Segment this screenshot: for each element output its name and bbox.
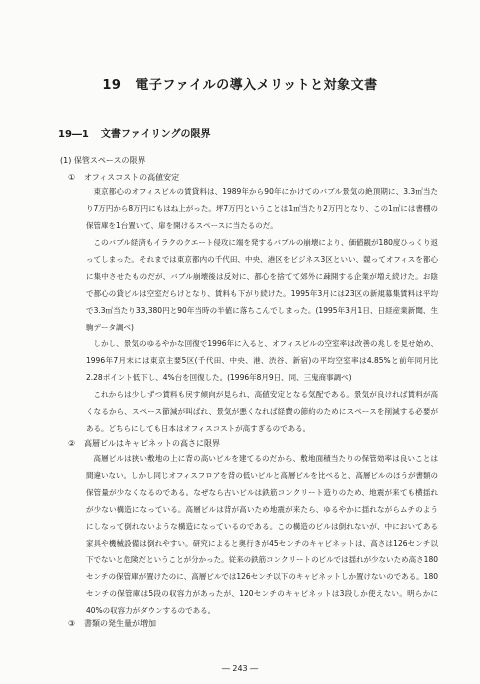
item-1-title: オフィスコストの高値安定: [84, 173, 180, 182]
item-3-title: 書類の発生量が増加: [84, 619, 156, 628]
item-2-mark: ②: [68, 439, 76, 448]
paragraph: このバブル経済もイラクのクエート侵攻に端を発するバブルの崩壊により、価値観が180度ひっくり返ってしまった。それまでは東京都内の千代田、中央、港区をビジネス3区といい、競ってオフィスを都心に集中させたものだが、バブル崩壊後は反対に、都心を捨てて郊外に疎開する企業が増え続けた。お陰で都心の貸ビルは空室だらけとなり、賃料も下がり続けた。1995年3月には23区の新規募集賃料は平均で3.3㎡当たり33,380円と90年当時の半値に落ちこんでしまった。(1995年3月1日、日経産業新聞、生駒データ調べ): [86, 238, 438, 332]
paragraph: 東京都心のオフィスビルの賃貸料は、1989年から90年にかけてのバブル景気の絶頂期に、3.3㎡当たり7万円から8万円にもはね上がった。坪7万円ということは1㎡当たり2万円となり、この1㎡には書棚の保管庫を1台置いて、扉を開けるスペースに当たるのだ。: [86, 187, 438, 230]
item-2-heading: [68, 438, 220, 449]
section-number: 19―1: [58, 129, 89, 140]
page-number: ― 243 ―: [221, 664, 259, 673]
item-2-title: 高層ビルはキャビネットの高さに限界: [84, 439, 220, 448]
item-1-heading: [68, 172, 179, 183]
paragraph: しかし、景気のゆるやかな回復で1996年に入ると、オフィスビルの空室率は改善の兆しを見せ始め、1996年7月末には東京主要5区(千代田、中央、港、渋谷、新宿)の平均空室率は4.85%と前年同月比2.28ポイント低下し、4%台を回復した。(1996年8月9日、同、三鬼商事調べ): [86, 339, 438, 382]
paragraph: これからは少しずつ賃料も戻す傾向が見られ、高値安定となる気配である。景気が良ければ賃料が高くなるから、スペース節減が叫ばれ、景気が悪くなれば経費の節約のためにスペースを削減する必要がある。どちらにしても日本はオフィスコストが高すぎるのである。: [86, 390, 438, 433]
item-3-mark: ③: [68, 619, 76, 628]
chapter-title-text: 電子ファイルの導入メリットと対象文書: [135, 78, 378, 93]
item-3-heading: [68, 618, 156, 629]
item-1-mark: ①: [68, 173, 76, 182]
section-title-text: 文書ファイリングの限界: [100, 129, 211, 140]
subsection-heading: (1) 保管スペースの限界: [60, 156, 146, 165]
paragraph: 高層ビルは狭い敷地の上に背の高いビルを建てるのだから、敷地面積当たりの保管効率は良いことは間違いない。しかし同じオフィスフロアを背の低いビルと高層ビルを比べると、高層ビルのほうが書類の保管量が少なくなるのである。なぜなら古いビルは鉄筋コンクリート造りのため、地震が来ても横揺れが少ない構造になっている。高層ビルは背が高いため地震が来たら、ゆるやかに揺れながらムチのようにしなって倒れないような構造になっているのである。この構造のビルは倒れないが、中においてある家具や機械設備は倒れやすい。研究によると奥行きが45センチのキャビネットは、高さは126センチ以下でないと危険だということが分かった。従来の鉄筋コンクリートのビルでは揺れが少ないため高さ180センチの保管庫が置けたのに、高層ビルでは126センチ以下のキャビネットしか置けないのである。180センチの保管庫は5段の収容力があったが、120センチのキャビネットは3段しか使えない。明らかに40%の収容力がダウンするのである。: [86, 454, 438, 616]
chapter-number: 19: [102, 78, 122, 93]
section-title: [58, 125, 210, 140]
chapter-title: [0, 74, 480, 93]
